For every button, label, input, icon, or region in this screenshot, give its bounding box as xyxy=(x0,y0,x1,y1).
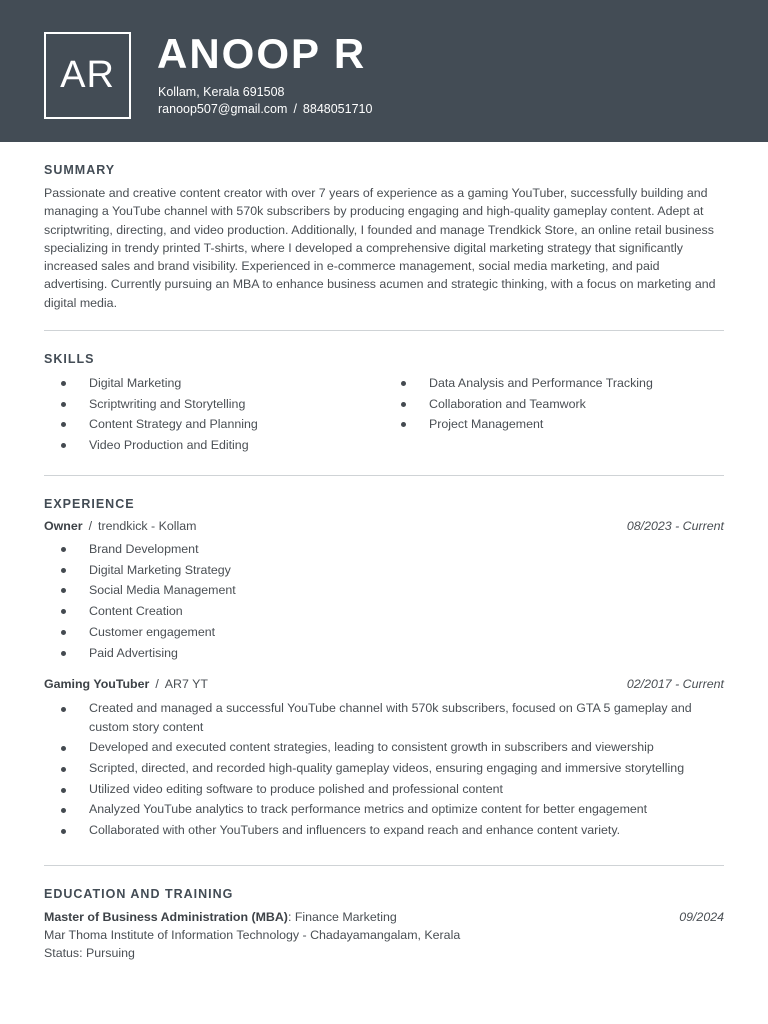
location: Kollam, Kerala 691508 xyxy=(158,85,285,99)
bullet-dot xyxy=(61,443,66,448)
bullet-dot xyxy=(401,402,406,407)
skill-item: Scriptwriting and Storytelling xyxy=(44,394,384,415)
job-bullet: Scripted, directed, and recorded high-quality gameplay videos, ensuring engaging and immersive storytelling xyxy=(44,759,724,778)
summary-section xyxy=(44,162,724,312)
summary-text: Passionate and creative content creator with over 7 years of experience as a gaming YouTuber, successfully building and managing a YouTube channel with 570k subscribers by producing engaging and high-quality gameplay content. Adept at scriptwriting, directing, and video production. Additionally, I founded and manage Trendkick Store, an online retail business specializing in trendy printed T-shirts, where I developed a comprehensive digital marketing strategy that significantly increased sales and brand visibility. Experienced in e-commerce management, social media marketing, and paid advertising. Currently pursuing an MBA to enhance business acumen and strategic thinking, with a focus on marketing and digital media. xyxy=(44,186,716,310)
bullet-dot xyxy=(61,707,66,712)
job-bullet: Brand Development xyxy=(44,539,724,560)
bullet-dot xyxy=(61,808,66,813)
section-divider xyxy=(44,865,724,866)
education-status: Status: Pursuing xyxy=(44,946,135,961)
phone: 8848051710 xyxy=(302,102,373,116)
job-header: Owner / trendkick - Kollam 08/2023 - Current xyxy=(44,519,724,533)
job-bullet: Utilized video editing software to produce polished and professional content xyxy=(44,780,724,799)
bullet-dot xyxy=(61,829,66,834)
job-bullet: Paid Advertising xyxy=(44,643,724,664)
job-title: Owner xyxy=(44,519,83,533)
skill-item: Collaboration and Teamwork xyxy=(384,394,724,415)
skill-item: Digital Marketing xyxy=(44,373,384,394)
degree: Master of Business Administration (MBA) xyxy=(44,910,288,924)
skills-section xyxy=(44,351,724,463)
job-company: trendkick - Kollam xyxy=(98,519,197,533)
job-date: 02/2017 - Current xyxy=(626,677,724,692)
job-header: Gaming YouTuber / AR7 YT 02/2017 - Current xyxy=(44,677,724,692)
summary-heading: SUMMARY xyxy=(44,163,116,177)
bullet-dot xyxy=(61,568,66,573)
bullet-dot xyxy=(61,788,66,793)
experience-section xyxy=(44,496,724,842)
bullet-dot xyxy=(61,547,66,552)
skill-item: Project Management xyxy=(384,414,724,435)
skills-column-left xyxy=(44,373,384,456)
bullet-dot xyxy=(61,381,66,386)
education-degree-line xyxy=(44,908,724,926)
job-bullet: Content Creation xyxy=(44,601,724,622)
degree-field: : Finance Marketing xyxy=(287,910,397,924)
job-bullet: Customer engagement xyxy=(44,622,724,643)
skills-heading: SKILLS xyxy=(44,352,95,366)
contact-separator: / xyxy=(293,102,297,116)
contact-line xyxy=(158,101,372,117)
job-bullet: Analyzed YouTube analytics to track performance metrics and optimize content for better engagement xyxy=(44,800,724,819)
education-date: 09/2024 xyxy=(679,910,724,924)
section-divider xyxy=(44,330,724,331)
bullet-dot xyxy=(61,422,66,427)
institution: Mar Thoma Institute of Information Technology - Chadayamangalam, Kerala xyxy=(44,928,461,943)
candidate-name: ANOOP R xyxy=(157,30,367,77)
job-date: 08/2023 - Current xyxy=(626,519,724,533)
bullet-dot xyxy=(61,651,66,656)
resume-header xyxy=(0,0,768,142)
skill-item: Content Strategy and Planning xyxy=(44,414,384,435)
bullet-dot xyxy=(61,402,66,407)
job-bullet: Created and managed a successful YouTube channel with 570k subscribers, focused on GTA 5 gameplay and custom story content xyxy=(44,699,724,736)
initials-monogram: AR xyxy=(44,32,131,119)
experience-heading: EXPERIENCE xyxy=(44,497,135,511)
bullet-dot xyxy=(61,609,66,614)
bullet-dot xyxy=(61,630,66,635)
bullet-dot xyxy=(401,381,406,386)
job-bullet: Social Media Management xyxy=(44,580,724,601)
job-bullets xyxy=(44,699,724,839)
job-bullet: Digital Marketing Strategy xyxy=(44,560,724,581)
job-company: AR7 YT xyxy=(164,677,208,692)
job-bullet: Developed and executed content strategies, leading to consistent growth in subscribers and viewership xyxy=(44,738,724,757)
section-divider xyxy=(44,475,724,476)
bullet-dot xyxy=(61,588,66,593)
job-bullet: Collaborated with other YouTubers and influencers to expand reach and enhance content variety. xyxy=(44,821,724,840)
bullet-dot xyxy=(401,422,406,427)
email: ranoop507@gmail.com xyxy=(158,102,288,116)
skills-column-right xyxy=(384,373,724,435)
education-section xyxy=(44,886,724,963)
education-heading: EDUCATION AND TRAINING xyxy=(44,887,234,901)
job-title: Gaming YouTuber xyxy=(44,677,150,692)
bullet-dot xyxy=(61,767,66,772)
skill-item: Video Production and Editing xyxy=(44,435,384,456)
skill-item: Data Analysis and Performance Tracking xyxy=(384,373,724,394)
bullet-dot xyxy=(61,746,66,751)
job-bullets xyxy=(44,539,724,663)
